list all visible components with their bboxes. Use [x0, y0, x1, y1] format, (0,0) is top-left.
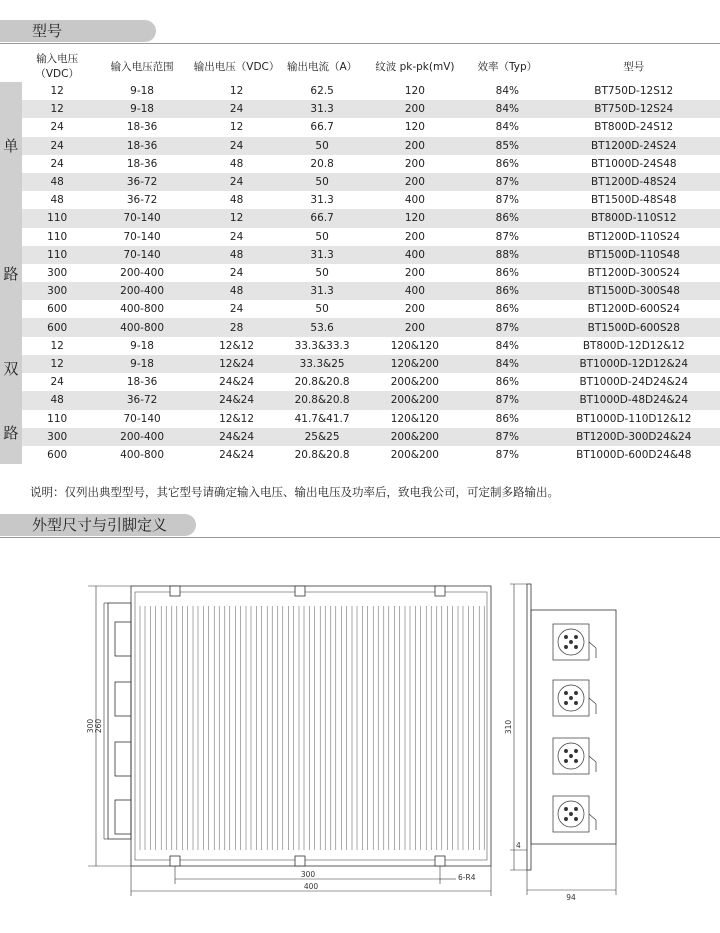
cell-output-voltage: 48: [192, 282, 282, 300]
cell-input-range: 9-18: [93, 355, 192, 373]
cell-output-voltage: 12: [192, 209, 282, 227]
cell-output-voltage: 24: [229, 303, 244, 316]
cell-input-voltage: 24: [50, 376, 64, 389]
cell-output-current: 66.7: [282, 209, 363, 227]
cell-input-range: 18-36: [93, 137, 192, 155]
group-label-cell: [0, 337, 22, 464]
cell-output-voltage: 24&24: [219, 376, 255, 389]
cell-output-current: 20.8: [310, 157, 334, 170]
table-row: [0, 300, 720, 318]
cell-efficiency: 87%: [467, 428, 547, 446]
cell-input-voltage: 24: [50, 157, 64, 170]
cell-ripple: 200&200: [363, 428, 468, 446]
mounting-slot: [170, 856, 180, 866]
table-row: [0, 137, 720, 155]
cell-input-voltage: 12: [22, 355, 93, 373]
group-label-bottom: 路: [3, 423, 19, 442]
header-input-voltage: 输入电压（VDC）: [35, 53, 79, 80]
table-row: [0, 373, 720, 391]
section-header-dimensions: [0, 514, 720, 538]
cell-output-current: 50: [282, 173, 363, 191]
cell-ripple: 200&200: [363, 391, 468, 409]
circular-connector: [553, 796, 596, 832]
connector-block: [115, 800, 131, 834]
cell-ripple: 120&120: [390, 412, 439, 425]
cell-efficiency: 87%: [495, 449, 520, 462]
cell-efficiency: 84%: [495, 121, 520, 134]
cell-input-range: 70-140: [93, 209, 192, 227]
cell-ripple: 200: [363, 137, 468, 155]
cell-model: BT1200D-110S24: [587, 230, 680, 243]
cell-input-voltage: 110: [47, 230, 68, 243]
cell-output-voltage: 48: [229, 194, 244, 207]
group-label-top: 单: [3, 137, 19, 156]
cell-input-voltage: 48: [22, 391, 93, 409]
dim-side-height-label: 310: [504, 719, 513, 735]
cell-output-current: 50: [315, 266, 329, 279]
table-header-row: [0, 50, 720, 82]
table-row: [0, 410, 720, 428]
cell-efficiency: 86%: [495, 303, 520, 316]
cell-output-current: 66.7: [310, 121, 334, 134]
header-ripple: 纹波 pk-pk(mV): [375, 60, 455, 73]
cell-efficiency: 86%: [467, 209, 547, 227]
circular-connector: [553, 680, 596, 716]
cell-output-current: 50: [315, 303, 329, 316]
cell-input-voltage: 600: [22, 318, 93, 336]
circular-connector: [553, 624, 596, 660]
cell-model: BT1000D-24D24&24: [579, 376, 689, 389]
cell-efficiency: 88%: [467, 246, 547, 264]
dim-depth-label: 94: [566, 893, 576, 902]
note-text: 说明：仅列出典型型号，其它型号请确定输入电压、输出电压及功率后，致电我公司，可定制多路输出。: [30, 485, 559, 499]
cell-model: BT800D-12D12&12: [582, 339, 685, 352]
cell-efficiency: 85%: [467, 137, 547, 155]
cell-model: BT1000D-48D24&24: [548, 391, 720, 409]
group-label-cell: [0, 82, 22, 337]
dim-width-label: 400: [303, 882, 319, 891]
table-row: [0, 228, 720, 246]
cell-efficiency: 87%: [467, 391, 547, 409]
mounting-slot: [295, 586, 305, 596]
left-flange: [108, 603, 131, 839]
cell-efficiency: 86%: [495, 412, 520, 425]
cell-ripple: 120: [363, 209, 468, 227]
cell-model: BT1000D-600D24&48: [576, 449, 692, 462]
table-row: [0, 282, 720, 300]
cell-input-voltage: 24: [22, 137, 93, 155]
cell-output-current: 31.3: [310, 194, 334, 207]
cell-model: BT1000D-24S48: [590, 157, 677, 170]
table-row: [0, 264, 720, 282]
cell-output-voltage: 24: [229, 266, 244, 279]
cell-efficiency: 84%: [467, 355, 547, 373]
cell-ripple: 200: [363, 318, 468, 336]
section-title: 外型尺寸与引脚定义: [0, 514, 196, 536]
cell-input-range: 36-72: [93, 173, 192, 191]
cell-efficiency: 87%: [467, 173, 547, 191]
section-divider: [0, 43, 720, 44]
cell-input-voltage: 48: [50, 194, 64, 207]
table-row: [0, 337, 720, 355]
cell-model: BT1500D-600S28: [548, 318, 720, 336]
cell-input-voltage: 110: [22, 209, 93, 227]
module-body-inner-outline: [135, 592, 487, 860]
table-row: [0, 209, 720, 227]
cell-output-voltage: 24: [229, 230, 244, 243]
cell-efficiency: 87%: [495, 230, 520, 243]
circular-connector: [553, 738, 596, 774]
cell-output-voltage: 12&12: [219, 412, 255, 425]
cell-ripple: 200: [404, 230, 425, 243]
cell-input-range: 18-36: [126, 376, 158, 389]
header-output-voltage: 输出电压（VDC）: [193, 60, 280, 73]
cell-output-current: 62.5: [310, 85, 334, 98]
cell-model: BT1500D-110S48: [548, 246, 720, 264]
cell-ripple: 400: [404, 194, 425, 207]
section-header-model: [0, 20, 720, 44]
table-row: [0, 100, 720, 118]
cell-output-voltage: 28: [192, 318, 282, 336]
cell-ripple: 120&120: [390, 339, 439, 352]
cell-output-current: 20.8&20.8: [294, 376, 350, 389]
mounting-slot: [435, 586, 445, 596]
cell-input-voltage: 300: [22, 282, 93, 300]
cell-model: BT1200D-24S24: [548, 137, 720, 155]
cell-ripple: 200: [363, 100, 468, 118]
cell-input-voltage: 12: [50, 85, 64, 98]
cell-output-current: 50: [282, 137, 363, 155]
side-body: [531, 610, 616, 844]
cell-ripple: 200: [363, 173, 468, 191]
model-spec-table: [0, 50, 720, 464]
mounting-slot: [170, 586, 180, 596]
table-row: [0, 246, 720, 264]
cell-input-range: 9-18: [93, 100, 192, 118]
cell-efficiency: 84%: [495, 85, 520, 98]
cell-input-voltage: 12: [22, 100, 93, 118]
cell-output-current: 33.3&25: [282, 355, 363, 373]
cell-output-current: 31.3: [282, 246, 363, 264]
connector-block: [115, 622, 131, 656]
cell-input-range: 70-140: [123, 412, 161, 425]
header-input-range: 输入电压范围: [110, 60, 174, 73]
cell-model: BT1000D-12D12&24: [548, 355, 720, 373]
cell-model: BT1200D-600S24: [587, 303, 680, 316]
table-row: [0, 173, 720, 191]
cell-output-voltage: 12&24: [192, 355, 282, 373]
table-row: [0, 118, 720, 136]
mounting-slot: [295, 856, 305, 866]
connector-block: [115, 742, 131, 776]
cell-output-current: 31.3: [282, 282, 363, 300]
cell-output-voltage: 24&24: [219, 449, 255, 462]
cell-output-voltage: 12&12: [219, 339, 255, 352]
cell-input-voltage: 300: [22, 428, 93, 446]
cell-output-current: 25&25: [282, 428, 363, 446]
cell-output-current: 50: [315, 230, 329, 243]
cell-model: BT1200D-300S24: [587, 266, 680, 279]
cell-model: BT800D-110S12: [548, 209, 720, 227]
cell-model: BT750D-12S24: [548, 100, 720, 118]
table-row: [0, 446, 720, 464]
cell-efficiency: 87%: [467, 318, 547, 336]
cell-input-voltage: 24: [50, 121, 64, 134]
cell-input-range: 400-800: [120, 303, 165, 316]
side-flange: [527, 584, 531, 870]
cell-input-voltage: 48: [22, 173, 93, 191]
dimension-drawing: [0, 560, 720, 933]
cell-output-voltage: 24: [192, 137, 282, 155]
header-output-current: 输出电流（A）: [287, 60, 358, 73]
cell-output-voltage: 24: [192, 173, 282, 191]
cell-input-range: 400-800: [93, 318, 192, 336]
connector-block: [115, 682, 131, 716]
cell-input-range: 200-400: [93, 428, 192, 446]
cell-output-voltage: 12: [229, 85, 244, 98]
cell-output-voltage: 12: [229, 121, 244, 134]
table-row: [0, 82, 720, 100]
cell-model: BT1500D-300S48: [548, 282, 720, 300]
cell-input-range: 400-800: [120, 449, 165, 462]
cell-output-current: 53.6: [282, 318, 363, 336]
group-label-bottom: 路: [3, 264, 19, 283]
cell-input-range: 200-400: [120, 266, 165, 279]
cell-model: BT1200D-300D24&24: [548, 428, 720, 446]
cell-output-current: 41.7&41.7: [294, 412, 350, 425]
cell-ripple: 400: [363, 246, 468, 264]
cell-ripple: 200: [404, 303, 425, 316]
cell-output-current: 31.3: [282, 100, 363, 118]
cell-model: BT1200D-48S24: [548, 173, 720, 191]
dim-flange-label: 4: [516, 841, 521, 850]
section-title: 型号: [0, 20, 156, 42]
table-row: [0, 318, 720, 336]
cell-ripple: 200&200: [390, 376, 439, 389]
cell-input-range: 9-18: [130, 85, 154, 98]
cell-input-voltage: 12: [50, 339, 64, 352]
cell-model: BT1000D-110D12&12: [576, 412, 692, 425]
cell-output-voltage: 24: [192, 100, 282, 118]
cell-model: BT750D-12S12: [594, 85, 674, 98]
group-header-cell: [0, 50, 22, 82]
table-row: [0, 391, 720, 409]
cell-output-voltage: 24&24: [192, 391, 282, 409]
cell-ripple: 120: [404, 121, 425, 134]
cell-input-range: 36-72: [126, 194, 158, 207]
cell-output-current: 20.8&20.8: [294, 449, 350, 462]
cell-input-range: 9-18: [130, 339, 154, 352]
cell-ripple: 400: [363, 282, 468, 300]
hole-spec-label: 6-R4: [458, 873, 476, 882]
cell-ripple: 200: [404, 157, 425, 170]
cell-ripple: 200: [404, 266, 425, 279]
header-efficiency: 效率（Typ）: [477, 60, 538, 73]
cell-input-voltage: 110: [22, 246, 93, 264]
cell-model: BT800D-24S12: [594, 121, 674, 134]
cell-output-voltage: 24&24: [192, 428, 282, 446]
cell-input-voltage: 300: [47, 266, 68, 279]
cell-output-current: 33.3&33.3: [294, 339, 350, 352]
connector-group: [553, 624, 596, 832]
cell-output-voltage: 48: [192, 246, 282, 264]
cell-efficiency: 86%: [495, 157, 520, 170]
cell-efficiency: 84%: [495, 339, 520, 352]
group-label-top: 双: [3, 360, 19, 379]
header-model: 型号: [623, 60, 645, 73]
cell-output-current: 20.8&20.8: [282, 391, 363, 409]
cell-ripple: 120: [404, 85, 425, 98]
cell-input-range: 70-140: [93, 246, 192, 264]
table-row: [0, 191, 720, 209]
dim-height-label: 300: [86, 718, 95, 734]
cell-output-voltage: 48: [229, 157, 244, 170]
cell-input-range: 18-36: [126, 157, 158, 170]
cell-model: BT1500D-48S48: [590, 194, 677, 207]
mounting-slot: [435, 856, 445, 866]
cell-input-range: 70-140: [123, 230, 161, 243]
section-divider: [0, 537, 720, 538]
cell-efficiency: 86%: [495, 266, 520, 279]
cell-efficiency: 86%: [495, 376, 520, 389]
cell-ripple: 120&200: [363, 355, 468, 373]
heatsink-fins: [140, 606, 484, 850]
cell-efficiency: 86%: [467, 282, 547, 300]
cell-input-voltage: 110: [47, 412, 68, 425]
cell-input-range: 18-36: [126, 121, 158, 134]
table-row: [0, 355, 720, 373]
cell-efficiency: 87%: [495, 194, 520, 207]
dim-hole-spacing-label: 300: [300, 870, 316, 879]
table-row: [0, 428, 720, 446]
cell-input-voltage: 600: [47, 303, 68, 316]
cell-input-range: 200-400: [93, 282, 192, 300]
cell-ripple: 200&200: [390, 449, 439, 462]
table-row: [0, 155, 720, 173]
cell-efficiency: 84%: [467, 100, 547, 118]
dim-inner-height-label: 260: [94, 718, 103, 734]
cell-input-range: 36-72: [93, 391, 192, 409]
cell-input-voltage: 600: [47, 449, 68, 462]
